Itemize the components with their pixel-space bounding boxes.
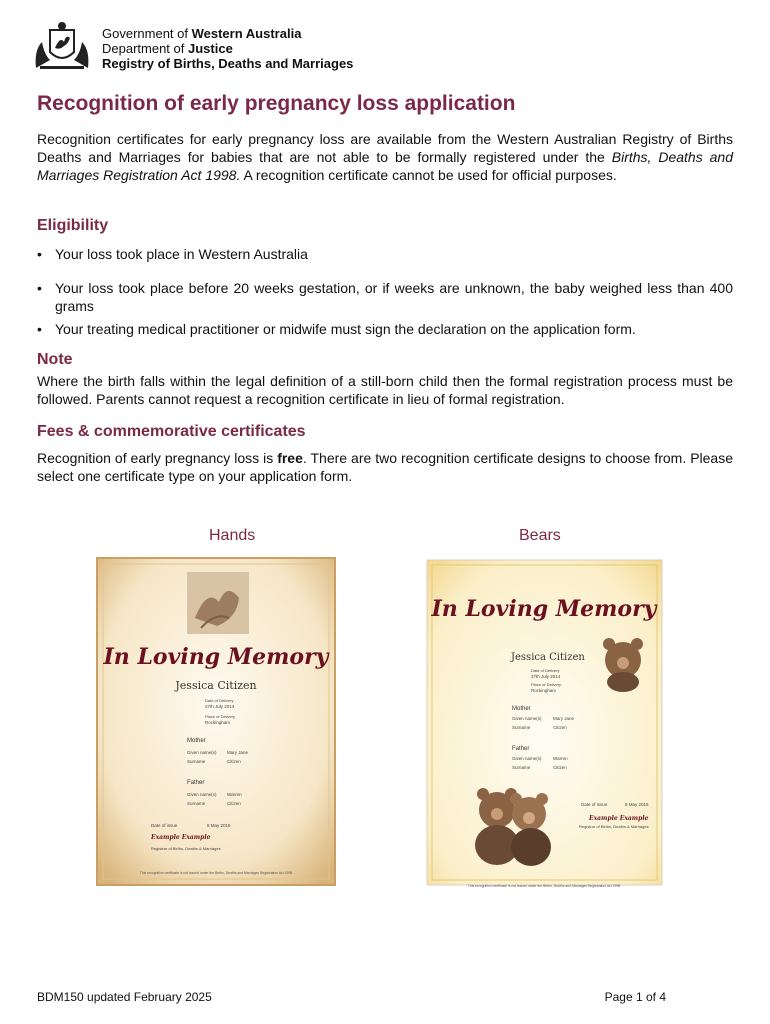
svg-text:27th July 2014: 27th July 2014 xyxy=(205,704,235,709)
svg-text:Rockingham: Rockingham xyxy=(531,688,557,693)
svg-text:Given name(s): Given name(s) xyxy=(187,750,217,755)
svg-text:Mother: Mother xyxy=(512,706,531,712)
svg-text:Father: Father xyxy=(187,780,205,786)
svg-text:Warren: Warren xyxy=(553,756,568,761)
svg-text:Date of issue: Date of issue xyxy=(151,823,178,828)
eligibility-heading: Eligibility xyxy=(37,217,109,234)
header-government: Government of Western Australia xyxy=(102,26,302,41)
hands-photo-icon xyxy=(187,572,249,634)
small-bear-icon xyxy=(603,638,643,692)
svg-text:Example Example: Example Example xyxy=(151,834,211,841)
svg-text:Given name(s): Given name(s) xyxy=(512,756,542,761)
hands-cert-name: Jessica Citizen xyxy=(175,679,257,692)
svg-text:Date of Delivery: Date of Delivery xyxy=(205,698,234,703)
bears-caption: Bears xyxy=(519,527,561,544)
eligibility-item: • Your loss took place in Western Australia xyxy=(37,246,308,262)
svg-text:Surname: Surname xyxy=(187,759,206,764)
svg-text:Mary Jane: Mary Jane xyxy=(553,716,575,721)
svg-text:Registrar of Births, Deaths &: Registrar of Births, Deaths & Marriages xyxy=(579,824,649,829)
svg-text:Citizen: Citizen xyxy=(553,765,567,770)
svg-text:Citizen: Citizen xyxy=(553,725,567,730)
svg-text:Mother: Mother xyxy=(187,738,206,744)
hands-certificate xyxy=(97,558,335,885)
wa-crest-icon xyxy=(30,20,94,72)
svg-text:Rockingham: Rockingham xyxy=(205,720,231,725)
fees-paragraph: Recognition of early pregnancy loss is free. There are two recognition certificate designs to choose from. Please select one certificate type on your application form. xyxy=(37,450,734,484)
svg-text:27th July 2014: 27th July 2014 xyxy=(531,674,561,679)
svg-text:8 May 2015: 8 May 2015 xyxy=(207,823,231,828)
fees-heading: Fees & commemorative certificates xyxy=(37,423,306,440)
svg-text:Warren: Warren xyxy=(227,792,242,797)
bears-certificate xyxy=(427,560,662,888)
svg-text:Registrar of Births, Deaths &: Registrar of Births, Deaths & Marriages xyxy=(151,846,221,851)
svg-text:Father: Father xyxy=(512,746,530,752)
header-department: Department of Justice xyxy=(102,41,233,56)
svg-text:Given name(s): Given name(s) xyxy=(512,716,542,721)
svg-text:Citizen: Citizen xyxy=(227,801,241,806)
note-paragraph: Where the birth falls within the legal definition of a still-born child then the formal registration process must be followed. Parents cannot request a recognition certificate in lieu of formal registration. xyxy=(37,373,733,407)
svg-text:Surname: Surname xyxy=(187,801,206,806)
bears-cert-heading: In Loving Memory xyxy=(431,596,657,622)
svg-text:This recognition certificate i: This recognition certificate is not issued under the Births, Deaths and Marriages Registration Act 1998 xyxy=(467,884,621,888)
svg-text:Surname: Surname xyxy=(512,725,531,730)
page-header xyxy=(30,20,370,76)
svg-text:Place of Delivery: Place of Delivery xyxy=(205,714,236,719)
note-heading: Note xyxy=(37,351,73,368)
svg-text:Citizen: Citizen xyxy=(227,759,241,764)
svg-text:Mary Jane: Mary Jane xyxy=(227,750,249,755)
header-registry: Registry of Births, Deaths and Marriages xyxy=(102,56,354,71)
svg-text:8 May 2015: 8 May 2015 xyxy=(625,802,649,807)
svg-text:Example Example: Example Example xyxy=(589,815,649,822)
eligibility-item: • Your loss took place before 20 weeks gestation, or if weeks are unknown, the baby weighed less than 400 grams xyxy=(37,280,733,314)
svg-text:Given name(s): Given name(s) xyxy=(187,792,217,797)
hands-caption: Hands xyxy=(209,527,256,544)
footer-form-code: BDM150 updated February 2025 xyxy=(37,990,212,1004)
svg-text:Date of issue: Date of issue xyxy=(581,802,608,807)
eligibility-item: • Your treating medical practitioner or midwife must sign the declaration on the application form. xyxy=(37,321,636,337)
page-title: Recognition of early pregnancy loss application xyxy=(37,92,516,115)
svg-text:Place of Delivery: Place of Delivery xyxy=(531,682,562,687)
intro-paragraph: Recognition certificates for early pregnancy loss are available from the Western Australian Registry of Births Deaths and Marriages for babies that are not able to be formally registered under the Births, Deaths and Marriages Registration Act 1998. A recognition certificate cannot be used for official purposes. xyxy=(37,131,733,183)
svg-text:Date of Delivery: Date of Delivery xyxy=(531,668,560,673)
footer-page-number: Page 1 of 4 xyxy=(604,990,666,1004)
svg-text:Surname: Surname xyxy=(512,765,531,770)
bears-cert-name: Jessica Citizen xyxy=(511,652,585,663)
hands-cert-heading: In Loving Memory xyxy=(103,644,329,670)
svg-text:This recognition certificate i: This recognition certificate is not issued under the Births, Deaths and Marriages Registration Act 1998 xyxy=(139,871,293,875)
